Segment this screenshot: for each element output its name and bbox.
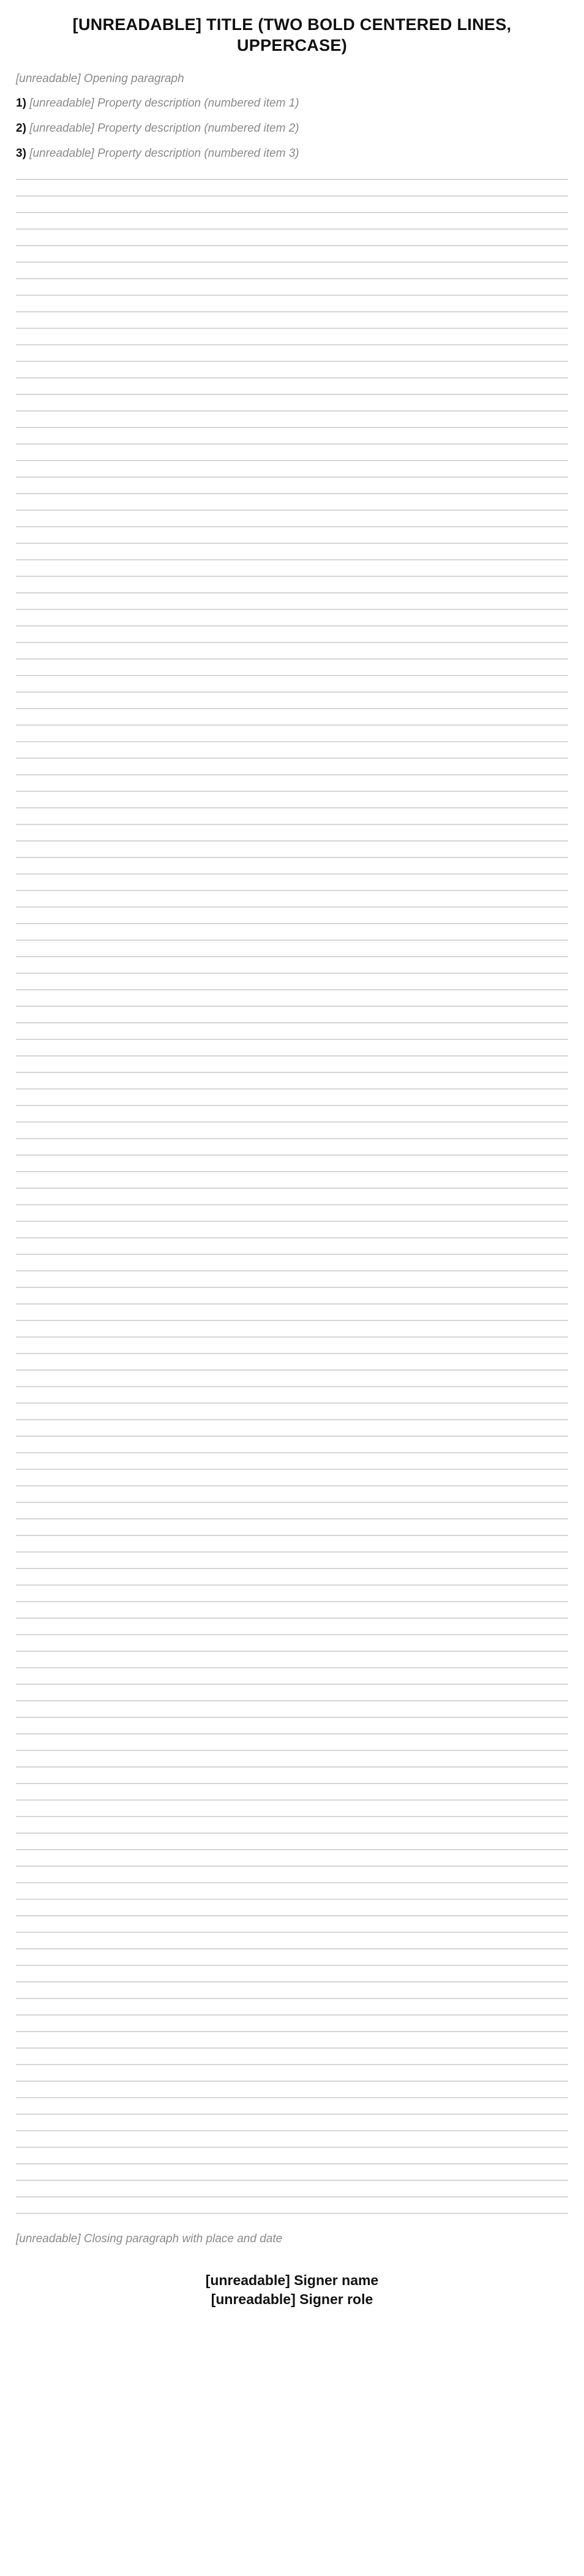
signature-role: [unreadable] Signer role: [211, 2291, 373, 2308]
section-body: [unreadable] Property description (numbered item 3): [29, 147, 299, 160]
signature-name: [unreadable] Signer name: [205, 2272, 379, 2289]
notice-closing: [unreadable] Closing paragraph with place and date: [16, 2232, 283, 2246]
section-body: [unreadable] Property description (numbered item 2): [29, 122, 299, 135]
notice-title: [UNREADABLE] TITLE (TWO BOLD CENTERED LINES, UPPERCASE): [72, 15, 512, 55]
illegible-text-block: [16, 171, 568, 2216]
section-body: [unreadable] Property description (numbered item 1): [29, 97, 299, 110]
signature-block: [16, 2271, 568, 2309]
notice-section: [16, 146, 568, 162]
notice-section: [16, 121, 568, 137]
notice-section: [16, 96, 568, 112]
notice-intro: [unreadable] Opening paragraph: [16, 72, 184, 85]
section-number: 1): [16, 97, 26, 110]
section-number: 3): [16, 147, 26, 160]
section-number: 2): [16, 122, 26, 135]
